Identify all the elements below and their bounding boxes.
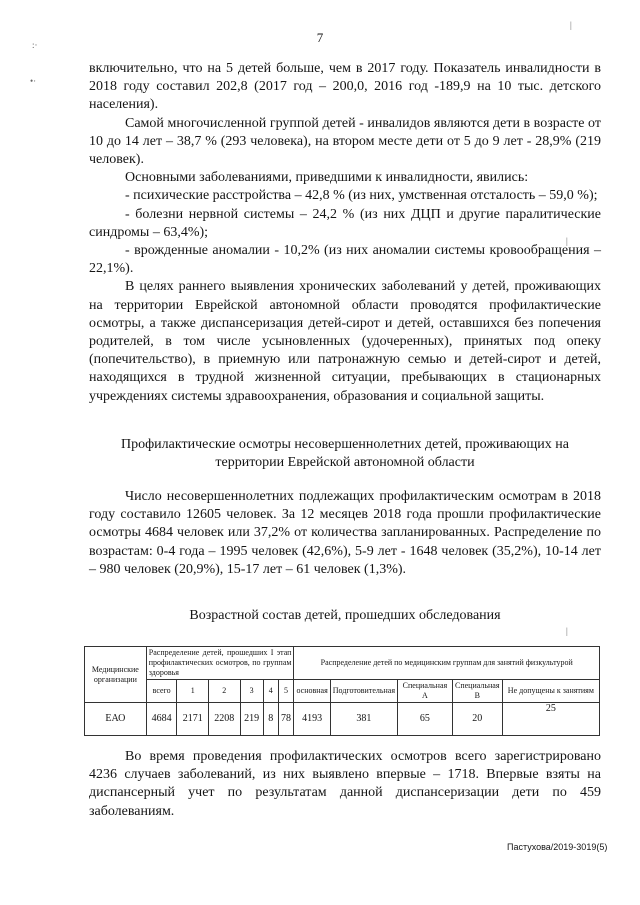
margin-mark: | xyxy=(566,236,568,246)
table-cell: 2208 xyxy=(208,703,240,736)
margin-mark: | xyxy=(566,626,568,636)
column-header-org: Медицинские организации xyxy=(85,647,147,703)
table-subheader-row xyxy=(85,680,600,703)
column-group-fitness: Распределение детей по медицинским группам для занятий физкультурой xyxy=(294,647,600,680)
table-title: Возрастной состав детей, прошедших обследования xyxy=(189,608,501,623)
body-text-block xyxy=(89,748,601,821)
table-cell: 381 xyxy=(330,703,397,736)
table-cell: 20 xyxy=(452,703,502,736)
table-cell: 4193 xyxy=(294,703,330,736)
table-cell: 8 xyxy=(263,703,278,736)
column-header: 2 xyxy=(208,680,240,703)
column-header: 4 xyxy=(263,680,278,703)
paragraph: Во время проведения профилактических осмотров всего зарегистрировано 4236 случаев заболеваний, из них выявлено впервые – 1718. Впервые взяты на диспансерный учет по результатам данной диспансеризации дети по 459 заболеваниям. xyxy=(89,749,601,819)
footer-reference: Пастухова/2019-3019(5) xyxy=(507,842,608,852)
column-group-health: Распределение детей, прошедших I этап профилактических осмотров, по группам здоровья xyxy=(146,647,294,680)
paragraph: В целях раннего выявления хронических заболеваний у детей, проживающих на территории Еврейской автономной области проводятся профилактические осмотры, а также диспансеризация детей-сирот и детей, оставшихся без попечения родителей, в том числе усыновленных (удочеренных), принятых под опеку (попечительство), в приемную или патронажную семью и детей-сирот и детей, находящихся в трудной жизненной ситуации, пребывающих в стационарных учреждениях системы здравоохранения, образования и социальной защиты. xyxy=(89,279,601,404)
table-cell-org: ЕАО xyxy=(85,703,147,736)
paragraph: Самой многочисленной группой детей - инвалидов являются дети в возрасте от 10 до 14 лет – 38,7 % (293 человека), на втором месте дети от 5 до 9 лет - 28,9% (219 человек). xyxy=(89,115,601,168)
column-header: Специальная В xyxy=(452,680,502,703)
age-composition-table xyxy=(84,646,600,736)
section-title: Профилактические осмотры несовершеннолетних детей, проживающих на территории Еврейской автономной области xyxy=(120,437,569,471)
list-item: - психические расстройства – 42,8 % (из них, умственная отсталость – 59,0 %); xyxy=(125,188,598,204)
column-header: основная xyxy=(294,680,330,703)
table-cell: 4684 xyxy=(146,703,177,736)
margin-mark: | xyxy=(570,20,572,30)
column-header: 3 xyxy=(240,680,263,703)
table-cell: 78 xyxy=(278,703,294,736)
paragraph: включительно, что на 5 детей больше, чем в 2017 году. Показатель инвалидности в 2018 году составил 202,8 (2017 год – 200,0, 2016 год -189,9 на 10 тыс. детского населения). xyxy=(89,61,601,113)
page-number: 7 xyxy=(316,30,324,45)
body-text-block xyxy=(89,60,601,406)
table-cell: 65 xyxy=(398,703,453,736)
margin-mark: :· xyxy=(32,40,38,50)
list-item: - болезни нервной системы – 24,2 % (из них ДЦП и другие паралитические синдромы – 63,4%); xyxy=(89,206,601,240)
column-header: 5 xyxy=(278,680,294,703)
paragraph: Основными заболеваниями, приведшими к инвалидности, явились: xyxy=(125,170,529,186)
margin-mark: •· xyxy=(30,76,37,86)
table-cell: 25 xyxy=(502,703,599,736)
table-header-row xyxy=(85,647,600,680)
table-row xyxy=(85,703,600,736)
column-header: всего xyxy=(146,680,177,703)
column-header: Не допущены к занятиям xyxy=(502,680,599,703)
paragraph: Число несовершеннолетних подлежащих профилактическим осмотрам в 2018 году составило 12605 человек. За 12 месяцев 2018 года прошли профилактические осмотры 4684 человек или 37,2% от количества запланированных. Распределение по возрастам: 0-4 года – 1995 человек (42,6%), 5-9 лет - 1648 человек (35,2%), 10-14 лет – 980 человек (20,9%), 15-17 лет – 61 человек (1,3%). xyxy=(89,489,601,577)
list-item: - врожденные аномалии - 10,2% (из них аномалии системы кровообращения – 22,1%). xyxy=(89,243,601,277)
column-header: Специальная А xyxy=(398,680,453,703)
column-header: 1 xyxy=(177,680,209,703)
table-cell: 2171 xyxy=(177,703,209,736)
body-text-block xyxy=(89,488,601,579)
table-cell: 219 xyxy=(240,703,263,736)
column-header: Подготовительная xyxy=(330,680,397,703)
